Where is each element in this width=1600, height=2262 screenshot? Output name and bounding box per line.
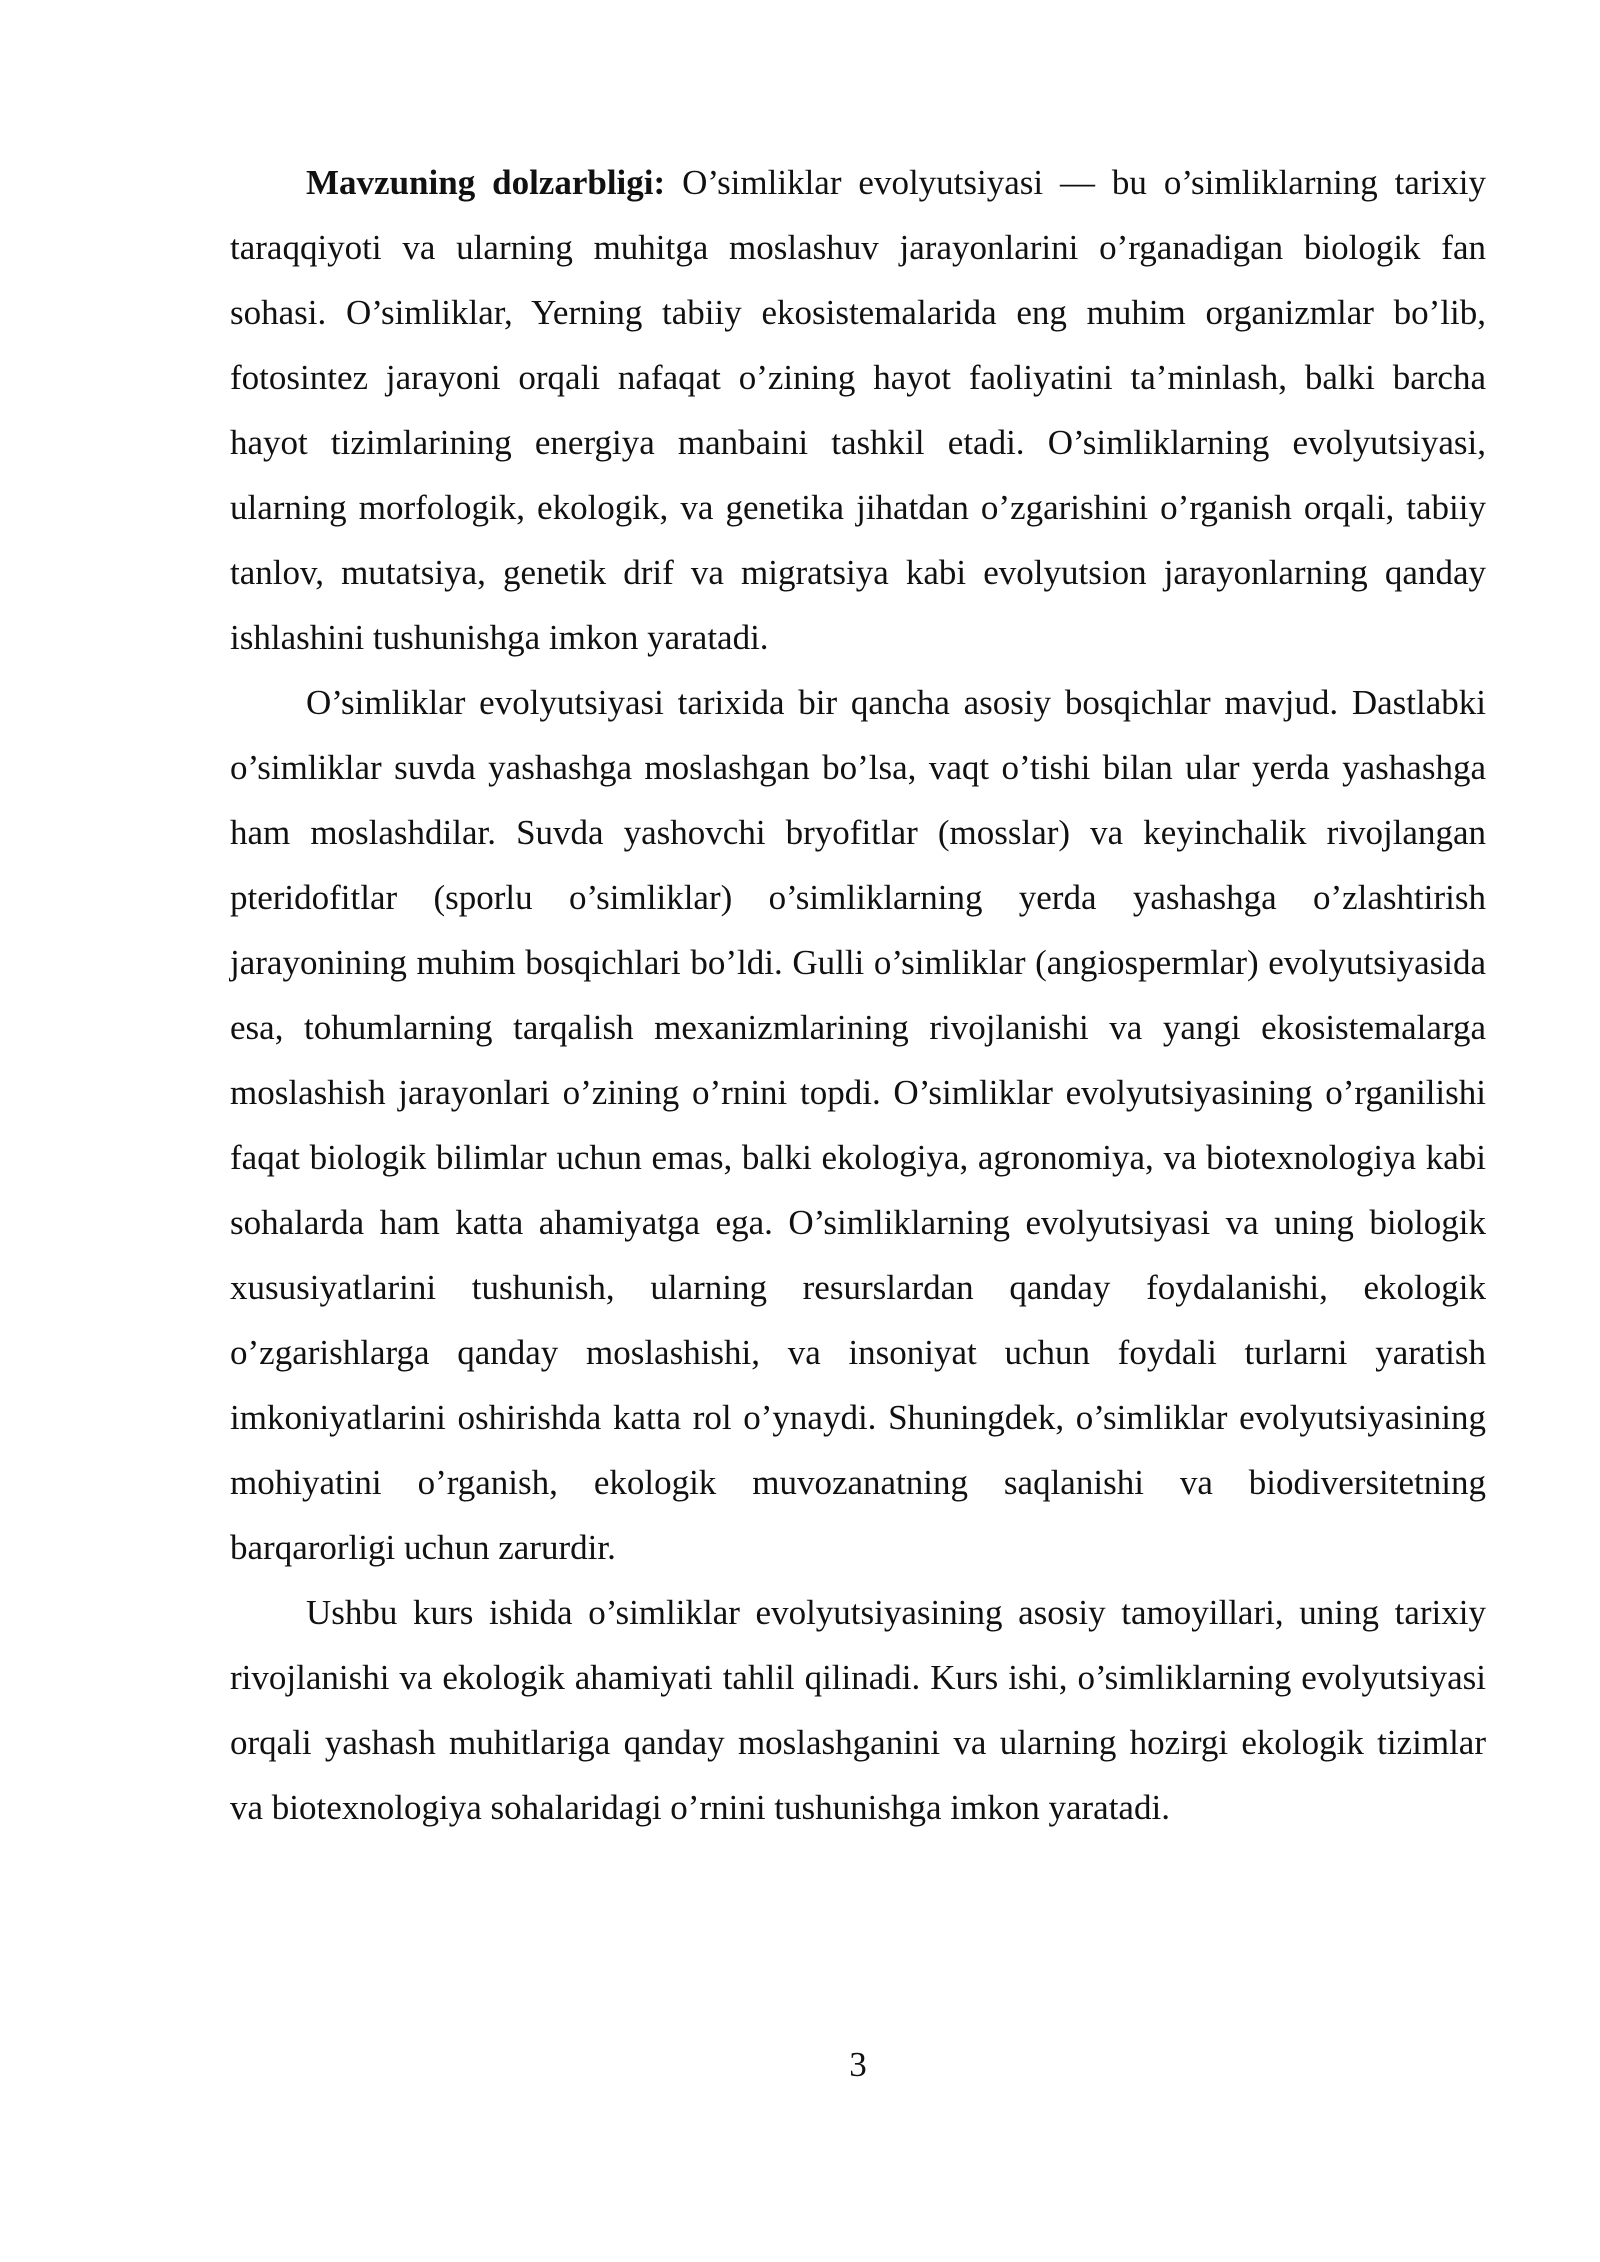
paragraph-course-work (230, 1580, 1486, 1840)
paragraph-relevance (230, 150, 1486, 670)
paragraph-text: Ushbu kurs ishida o’simliklar evolyutsiyasining asosiy tamoyillari, uning tarixiy rivojlanishi va ekologik ahamiyati tahlil qilinadi. Kurs ishi, o’simliklarning evolyutsiyasi orqali yashash muhitlariga qanday moslashganini va ularning hozirgi ekologik tizimlar va biotexnologiya sohalaridagi o’rnini tushunishga imkon yaratadi. (230, 1593, 1486, 1827)
paragraph-evolution-stages (230, 670, 1486, 1580)
paragraph-text: O’simliklar evolyutsiyasi tarixida bir qancha asosiy bosqichlar mavjud. Dastlabki o’simliklar suvda yashashga moslashgan bo’lsa, vaqt o’tishi bilan ular yerda yashashga ham moslashdilar. Suvda yashovchi bryofitlar (mosslar) va keyinchalik rivojlangan pteridofitlar (sporlu o’simliklar) o’simliklarning yerda yashashga o’zlashtirish jarayonining muhim bosqichlari bo’ldi. Gulli o’simliklar (angiospermlar) evolyutsiyasida esa, tohumlarning tarqalish mexanizmlarining rivojlanishi va yangi ekosistemalarga moslashish jarayonlari o’zining o’rnini topdi. O’simliklar evolyutsiyasining o’rganilishi faqat biologik bilimlar uchun emas, balki ekologiya, agronomiya, va biotexnologiya kabi sohalarda ham katta ahamiyatga ega. O’simliklarning evolyutsiyasi va uning biologik xususiyatlarini tushunish, ularning resurslardan qanday foydalanishi, ekologik o’zgarishlarga qanday moslashishi, va insoniyat uchun foydali turlarni yaratish imkoniyatlarini oshirishda katta rol o’ynaydi. Shuningdek, o’simliklar evolyutsiyasining mohiyatini o’rganish, ekologik muvozanatning saqlanishi va biodiversitetning barqarorligi uchun zarurdir. (230, 683, 1486, 1567)
page-number: 3 (849, 2045, 867, 2084)
body-text (230, 150, 1486, 1840)
paragraph-text: O’simliklar evolyutsiyasi — bu o’simliklarning tarixiy taraqqiyoti va ularning muhitga moslashuv jarayonlarini o’rganadigan biologik fan sohasi. O’simliklar, Yerning tabiiy ekosistemalarida eng muhim organizmlar bo’lib, fotosintez jarayoni orqali nafaqat o’zining hayot faoliyatini ta’minlash, balki barcha hayot tizimlarining energiya manbaini tashkil etadi. O’simliklarning evolyutsiyasi, ularning morfologik, ekologik, va genetika jihatdan o’zgarishini o’rganish orqali, tabiiy tanlov, mutatsiya, genetik drif va migratsiya kabi evolyutsion jarayonlarning qanday ishlashini tushunishga imkon yaratadi. (230, 163, 1486, 657)
section-lead-heading: Mavzuning dolzarbligi: (306, 163, 666, 202)
